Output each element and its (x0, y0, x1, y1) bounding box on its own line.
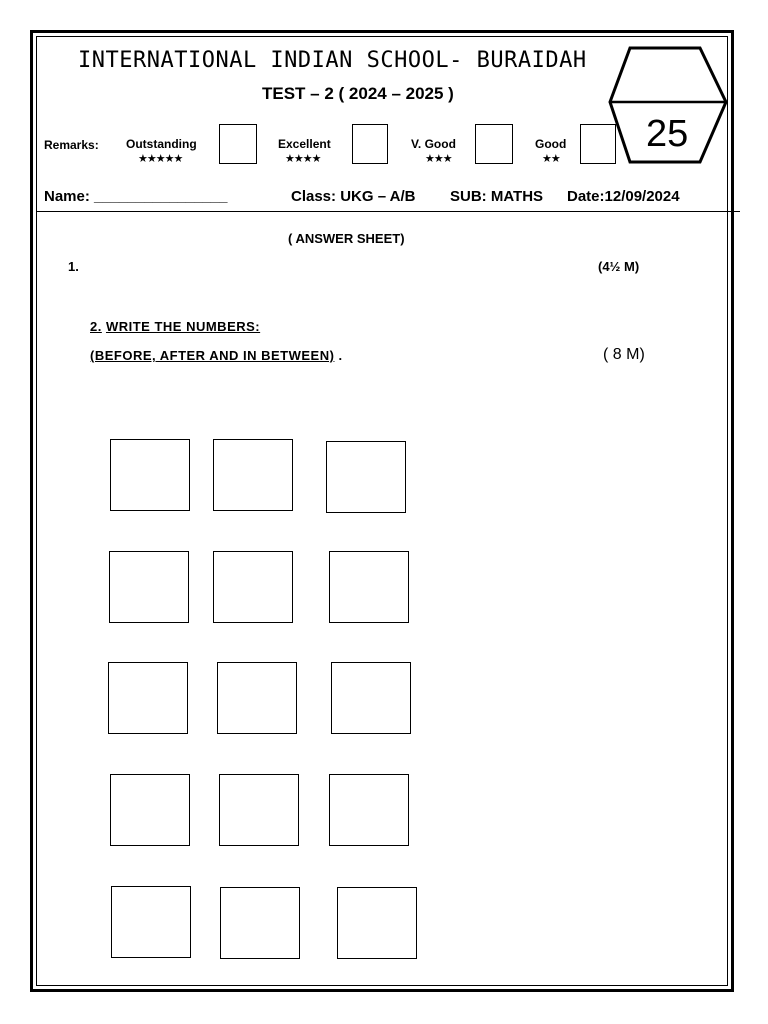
answer-sheet-title: ( ANSWER SHEET) (288, 231, 405, 246)
question-2-subheading (90, 348, 343, 363)
answer-box[interactable] (217, 662, 297, 734)
question-2-subtitle-suffix: . (334, 348, 343, 363)
answer-box[interactable] (111, 886, 191, 958)
question-1-number: 1. (68, 259, 79, 274)
remark-vgood-checkbox[interactable] (475, 124, 513, 164)
header-divider (36, 211, 740, 212)
answer-box[interactable] (219, 774, 299, 846)
question-2-marks: ( 8 M) (603, 346, 645, 363)
question-1-marks: (4½ M) (598, 259, 640, 274)
remark-good-label: Good (535, 137, 567, 151)
answer-box[interactable] (220, 887, 300, 959)
student-name-field[interactable]: Name: ________________ (44, 188, 228, 205)
remark-excellent-stars: ★★★★ (285, 153, 321, 165)
test-title: TEST – 2 ( 2024 – 2025 ) (262, 84, 454, 103)
class-label: Class: UKG – A/B (291, 188, 416, 205)
date-label: Date:12/09/2024 (567, 188, 680, 205)
answer-box[interactable] (213, 551, 293, 623)
answer-box[interactable] (337, 887, 417, 959)
answer-box[interactable] (110, 439, 190, 511)
remark-outstanding-label: Outstanding (126, 137, 197, 151)
remark-excellent-label: Excellent (278, 137, 331, 151)
remark-vgood-label: V. Good (411, 137, 456, 151)
school-name: INTERNATIONAL INDIAN SCHOOL- BURAIDAH (78, 48, 587, 73)
score-value: 25 (646, 113, 689, 155)
answer-box[interactable] (331, 662, 411, 734)
remarks-label: Remarks: (44, 138, 99, 152)
question-2-number: 2. (90, 319, 102, 334)
question-2-subtitle: (BEFORE, AFTER AND IN BETWEEN) (90, 348, 335, 363)
answer-box[interactable] (329, 551, 409, 623)
remark-vgood-stars: ★★★ (425, 153, 452, 165)
remark-good-stars: ★★ (542, 153, 560, 165)
subject-label: SUB: MATHS (450, 188, 544, 205)
remark-outstanding-checkbox[interactable] (219, 124, 257, 164)
question-2-heading (90, 319, 260, 334)
answer-box[interactable] (109, 551, 189, 623)
answer-box[interactable] (110, 774, 190, 846)
answer-box[interactable] (108, 662, 188, 734)
answer-box[interactable] (329, 774, 409, 846)
remark-excellent-checkbox[interactable] (352, 124, 388, 164)
answer-box[interactable] (213, 439, 293, 511)
answer-box[interactable] (326, 441, 406, 513)
remark-good-checkbox[interactable] (580, 124, 616, 164)
remark-outstanding-stars: ★★★★★ (138, 153, 183, 165)
question-2-title: WRITE THE NUMBERS: (105, 319, 261, 334)
